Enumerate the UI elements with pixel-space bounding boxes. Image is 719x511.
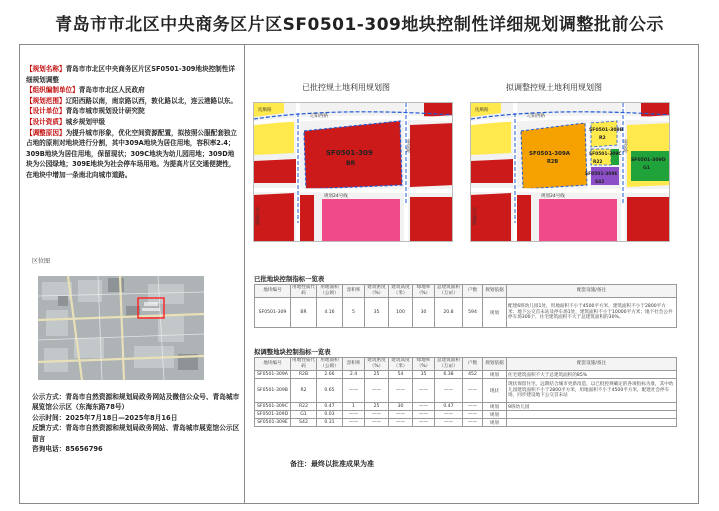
table-cell: 5 xyxy=(343,298,365,328)
table-cell: —— xyxy=(463,403,483,411)
table-cell: 0.47 xyxy=(435,403,463,411)
table-cell: 规划 xyxy=(483,298,507,328)
info-design: 【设计单位】青岛市城市规划设计研究院 xyxy=(26,107,145,116)
right-parcel-d-use: G1 xyxy=(643,166,650,171)
table2-header: 容积率 xyxy=(343,358,365,371)
table-cell: 规划 xyxy=(483,403,507,411)
table-cell: 2.66 xyxy=(317,371,343,379)
table-row xyxy=(255,298,677,328)
table-cell: —— xyxy=(435,379,463,403)
table-cell: 规划 xyxy=(483,419,507,427)
right-parcel-d: SF0501-309D xyxy=(631,158,666,163)
table1-header: 绿地率（%） xyxy=(413,285,435,298)
table-cell: 0.65 xyxy=(317,379,343,403)
right-parcel-a: SF0501-309A xyxy=(529,151,571,157)
table-cell: —— xyxy=(365,379,389,403)
table-cell: —— xyxy=(365,419,389,427)
table-cell: —— xyxy=(343,419,365,427)
table-cell: —— xyxy=(389,411,413,419)
approved-map-svg xyxy=(254,103,453,242)
right-parcel-c-use: R22 xyxy=(593,160,603,165)
table1-header: 建筑高度（米） xyxy=(389,285,413,298)
remark-note: 备注：最终以批准成果为准 xyxy=(290,460,374,468)
table-row xyxy=(255,403,677,411)
table-cell: —— xyxy=(413,411,435,419)
table-cell: 6.38 xyxy=(435,371,463,379)
left-road-right: 南京路 xyxy=(405,139,411,153)
adjusted-land-use-map xyxy=(470,102,670,242)
table-cell: 规划 xyxy=(483,411,507,419)
left-road-top-left: 抚顺路 xyxy=(258,108,272,113)
table-cell: 0.31 xyxy=(317,419,343,427)
table1-header: 建筑密度（%） xyxy=(365,285,389,298)
table-cell: 1 xyxy=(343,403,365,411)
approved-land-use-map xyxy=(253,102,453,242)
location-map xyxy=(38,276,204,380)
table-cell: 0.47 xyxy=(317,403,343,411)
table-cell: SF0501-309D xyxy=(255,411,291,419)
table2-header: 户数 xyxy=(463,358,483,371)
table2-header: 用地性质代码 xyxy=(292,358,315,369)
table-row xyxy=(255,371,677,379)
table2-header: 地块编号 xyxy=(255,358,291,371)
location-map-image xyxy=(38,276,204,380)
table-cell: 2.4 xyxy=(343,371,365,379)
table-row xyxy=(255,379,677,403)
table2-header: 用地面积（公顷） xyxy=(317,358,343,371)
table-cell: 54 xyxy=(389,371,413,379)
map-right-title: 拟调整控规土地利用规划图 xyxy=(506,83,602,92)
page-title: 青岛市市北区中央商务区片区SF0501-309地块控制性详细规划调整批前公示 xyxy=(55,15,664,35)
table-cell: SF0501-309 xyxy=(255,298,291,328)
table1-header: 用地性质代码 xyxy=(292,285,315,296)
right-parcel-c: SF0501-309C xyxy=(589,152,622,157)
right-parcel-e: SF0501-309E xyxy=(585,172,618,177)
map-left-title: 已批控规土地利用规划图 xyxy=(302,83,390,92)
notice-period: 公示时间：2025年7月18日—2025年8月16日 xyxy=(32,413,178,422)
table-cell: SF0501-309E xyxy=(255,419,291,427)
table-cell: 规划 xyxy=(483,371,507,379)
table-cell: 35 xyxy=(413,371,435,379)
table-cell: —— xyxy=(463,419,483,427)
table-row xyxy=(255,411,677,419)
table2-header: 配套设施/备注 xyxy=(507,358,677,371)
table2-header: 规划依据 xyxy=(483,358,507,371)
table-cell: —— xyxy=(413,419,435,427)
table-cell: —— xyxy=(435,411,463,419)
left-parcel-code: SF0501-309 xyxy=(326,149,373,157)
info-reason: 【调整原因】为提升城市形象，优化空间资源配置，拟按照公服配套独立占地的原则对地块进行分割，其中309A地块为居住用地，容积率2.4；309B地块为居住用地，保留现状；309C地块为幼儿园用地；309D地块为公园绿地；309E地块为社会停车场用地。为提高片区交通便捷性，在地块中增加一条南北向城市道路。 xyxy=(26,128,237,179)
info-org: 【组织编制单位】青岛市市北区人民政府 xyxy=(26,86,145,95)
table2-header: 绿地率（%） xyxy=(413,358,435,371)
project-info xyxy=(26,64,238,181)
adjusted-indicator-table xyxy=(254,357,677,427)
table-cell: 100 xyxy=(389,298,413,328)
table-cell: 30 xyxy=(389,403,413,411)
notice-feedback: 反馈方式：青岛市自然资源和规划局政务网站、青岛城市展览馆公示区留言 xyxy=(32,424,240,443)
table-cell: 0.03 xyxy=(317,411,343,419)
table1-caption: 已批地块控制指标一览表 xyxy=(254,275,325,283)
table1-header-row xyxy=(255,285,677,298)
table-cell: —— xyxy=(343,411,365,419)
panel-divider xyxy=(244,44,245,504)
left-road-top: 辽阳西路 xyxy=(310,114,328,119)
table-cell: 现状 xyxy=(483,379,507,403)
table-cell: —— xyxy=(463,411,483,419)
table-cell: SF0501-309C xyxy=(255,403,291,411)
table-cell: 452 xyxy=(463,371,483,379)
table1-header: 规划依据 xyxy=(483,285,507,298)
table-cell: 配建6班幼儿园1处，用地面积不小于4500平方米，建筑面积不小于2800平方米；地下公交首末站及停车场1处，建筑面积不小于10000平方米；地下社会公共停车场300个，住宅建筑面积不大于总建筑面积的30%。 xyxy=(507,298,677,328)
right-road-top: 辽阳西路 xyxy=(527,114,545,119)
table-cell: 35 xyxy=(365,298,389,328)
notice-method: 公示方式：青岛市自然资源和规划局政务网站及微信公众号、青岛城市展览馆公示区（东海东路78号） xyxy=(32,393,240,412)
table-cell: R2 xyxy=(291,379,317,403)
table1-header: 用地面积（公顷） xyxy=(317,285,343,298)
right-parcel-b-use: R2 xyxy=(599,136,606,141)
right-road-top-left: 抚顺路 xyxy=(475,108,489,113)
table2-caption: 拟调整地块控制指标一览表 xyxy=(254,348,331,356)
right-road-right: 南京路 xyxy=(622,139,628,153)
table-cell: BR xyxy=(291,298,317,328)
right-road-bottom: 规划24号线 xyxy=(541,194,565,199)
left-road-bottom: 规划24号线 xyxy=(324,194,348,199)
notice-block xyxy=(32,392,242,454)
table-cell xyxy=(507,419,677,427)
table1-header: 户数 xyxy=(463,285,483,298)
table-cell xyxy=(507,411,677,419)
table-cell: S42 xyxy=(291,419,317,427)
table-cell: 9班幼儿园 xyxy=(507,403,677,411)
right-parcel-b: SF0501-309B xyxy=(589,128,624,133)
approved-indicator-table xyxy=(254,284,677,328)
left-road-left: 连云港路 xyxy=(254,207,260,225)
table-cell: —— xyxy=(413,403,435,411)
table2-header: 总建筑面积（万㎡） xyxy=(435,358,463,371)
table-cell: 594 xyxy=(463,298,483,328)
table-cell: 住宅建筑面积不大于总建筑面积的85% xyxy=(507,371,677,379)
table-cell: —— xyxy=(389,379,413,403)
table-cell: —— xyxy=(435,419,463,427)
table1-header: 配套设施/备注 xyxy=(507,285,677,298)
table2-header: 建筑高度（米） xyxy=(389,358,413,371)
table-cell: 现状保留住宅。远期结合城市更新改造，以已批控规确定的各项指标为准，其中幼儿园建筑面积不小于2800平方米，用地面积不小于4500平方米，配建社会停车场，同步建设地下公交首末站 xyxy=(507,379,677,403)
table-cell: SF0501-309A xyxy=(255,371,291,379)
right-road-left: 连云港路 xyxy=(471,207,477,225)
table-cell: 20.8 xyxy=(435,298,463,328)
location-map-label: 区位图 xyxy=(32,258,51,265)
table-cell: 25 xyxy=(365,371,389,379)
table-cell: —— xyxy=(389,419,413,427)
info-name: 【规划名称】青岛市市北区中央商务区片区SF0501-309地块控制性详细规划调整 xyxy=(26,65,235,84)
table-cell: G1 xyxy=(291,411,317,419)
info-scope: 【规划范围】辽阳西路以南，南京路以西，敦化路以北，连云港路以东。 xyxy=(26,96,237,105)
table-cell: R22 xyxy=(291,403,317,411)
left-parcel-use: BR xyxy=(346,160,356,167)
table-cell: 4.16 xyxy=(317,298,343,328)
table1-header: 地块编号 xyxy=(255,285,291,298)
table1-header: 容积率 xyxy=(343,285,365,298)
table-cell: 25 xyxy=(365,403,389,411)
table2-header-row xyxy=(255,358,677,371)
table-cell: SF0501-309B xyxy=(255,379,291,403)
table1-header: 总建筑面积（万㎡） xyxy=(435,285,463,298)
table-cell: —— xyxy=(463,379,483,403)
notice-phone: 咨询电话：85656796 xyxy=(32,445,103,454)
right-parcel-e-use: S42 xyxy=(595,180,605,185)
table2-header: 建筑密度（%） xyxy=(365,358,389,371)
right-parcel-a-use: R2B xyxy=(547,159,559,165)
adjusted-map-svg xyxy=(471,103,670,242)
table-cell: —— xyxy=(343,379,365,403)
table-cell: —— xyxy=(413,379,435,403)
table-cell: 30 xyxy=(413,298,435,328)
table-cell: —— xyxy=(365,411,389,419)
table-cell: R2B xyxy=(291,371,317,379)
info-qualification: 【设计资质】城乡规划甲级 xyxy=(26,117,106,126)
table-row xyxy=(255,419,677,427)
